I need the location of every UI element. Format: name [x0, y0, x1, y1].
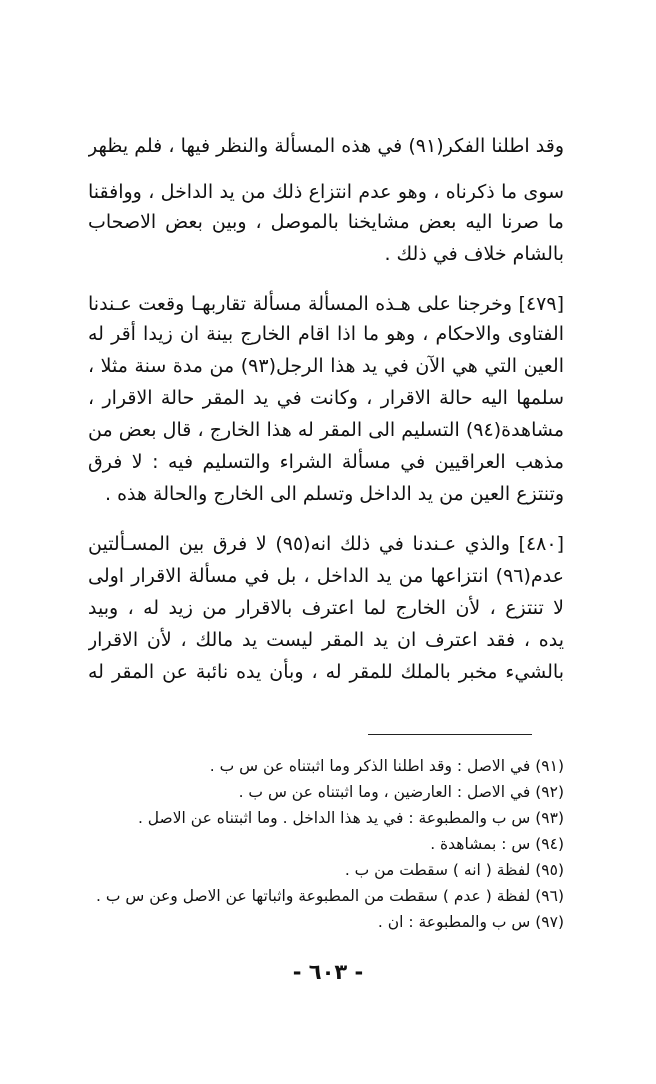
text-line-4: بالشام خلاف في ذلك .	[384, 243, 564, 265]
text-line-2: سوى ما ذكرناه ، وهو عدم انتزاع ذلك من يد الداخل ، ووافقنا	[88, 181, 564, 203]
text-line-6: الفتاوى والاحكام ، وهو ما اذا اقام الخارج بينة ان زيدا أقر له	[88, 323, 564, 345]
text-line-7: العين التي هي الآن في يد هذا الرجل(٩٣) من مدة سنة مثلا ،	[88, 355, 564, 377]
text-line-3: ما صرنا اليه بعض مشايخنا بالموصل ، وبين بعض الاصحاب	[88, 211, 564, 233]
text-line-10: مذهب العراقيين في مسألة الشراء والتسليم فيه : لا فرق	[88, 451, 564, 473]
footnote-97: (٩٧) س ب والمطبوعة : ان .	[377, 913, 564, 931]
footnote-divider	[368, 734, 532, 735]
page-number: - ٦٠٣ -	[292, 960, 364, 984]
text-line-1: وقد اطلنا الفكر(٩١) في هذه المسألة والنظر فيها ، فلم يظهر	[88, 135, 564, 157]
text-line-12: [٤٨٠] والذي عـندنا في ذلك انه(٩٥) لا فرق بين المسـألتين	[88, 533, 564, 555]
footnote-95: (٩٥) لفظة ( انه ) سقطت من ب .	[344, 861, 564, 879]
footnote-96: (٩٦) لفظة ( عدم ) سقطت من المطبوعة واثباتها عن الاصل وعن س ب .	[96, 887, 564, 905]
text-line-15: يده ، فقد اعترف ان يد المقر ليست يد مالك ، لأن الاقرار	[88, 629, 564, 651]
text-line-8: سلمها اليه حالة الاقرار ، وكانت في يد المقر حالة الاقرار ،	[88, 387, 564, 409]
footnote-94: (٩٤) س : بمشاهدة .	[430, 835, 564, 853]
footnote-92: (٩٢) في الاصل : العارضين ، وما اثبتناه عن س ب .	[238, 783, 564, 801]
text-line-5: [٤٧٩] وخرجنا على هـذه المسألة مسألة تقاربهـا وقعت عـندنا	[88, 293, 564, 315]
text-line-9: مشاهدة(٩٤) التسليم الى المقر له هذا الخارج ، قال بعض من	[88, 419, 564, 441]
text-line-16: بالشيء مخبر بالملك للمقر له ، وبأن يده نائبة عن المقر له	[88, 661, 564, 683]
text-line-11: وتنتزع العين من يد الداخل وتسلم الى الخارج والحالة هذه .	[104, 483, 564, 505]
footnote-91: (٩١) في الاصل : وقد اطلنا الذكر وما اثبتناه عن س ب .	[209, 757, 564, 775]
text-line-13: عدم(٩٦) انتزاعها من يد الداخل ، بل في مسألة الاقرار اولى	[88, 565, 564, 587]
footnote-93: (٩٣) س ب والمطبوعة : في يد هذا الداخل . وما اثبتناه عن الاصل .	[137, 809, 564, 827]
text-line-14: لا تنتزع ، لأن الخارج لما اعترف بالاقرار من زيد له ، وبيد	[88, 597, 564, 619]
